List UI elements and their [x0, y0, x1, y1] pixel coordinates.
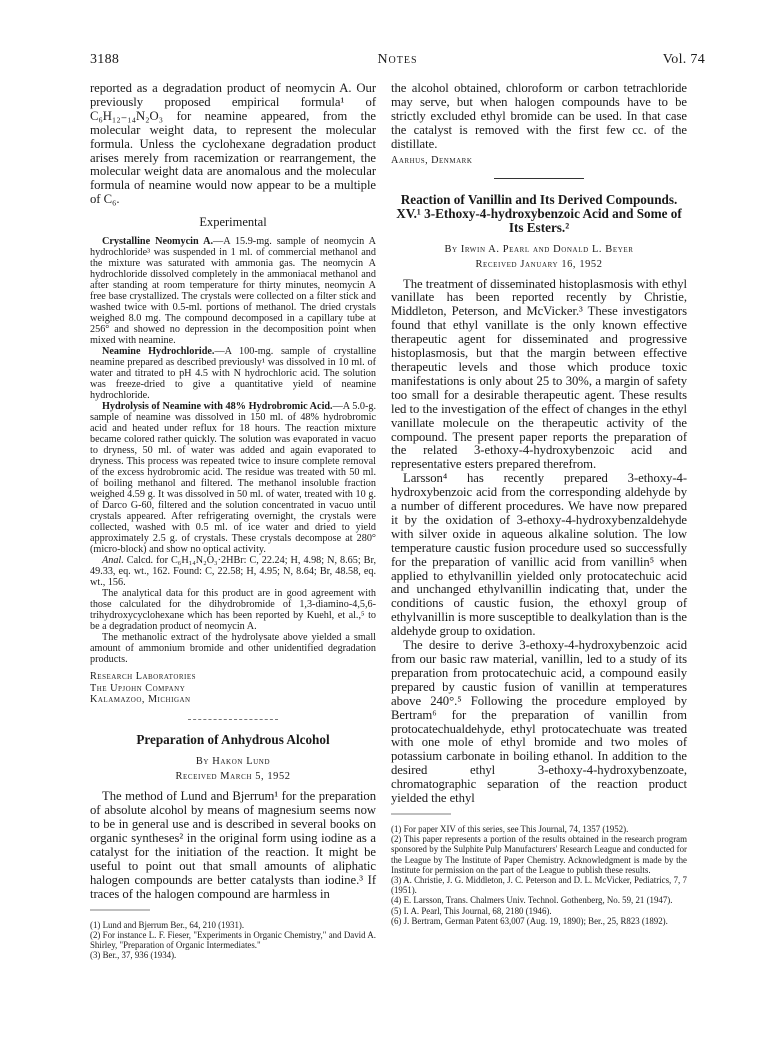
experimental-heading: Experimental — [199, 215, 267, 230]
page-header — [90, 52, 705, 70]
article-title: Preparation of Anhydrous Alcohol — [136, 732, 330, 748]
article-body: The method of Lund and Bjerrum¹ for the preparation of absolute alcohol by means of magnesium seems now to be in general use and is described in several books on organic syntheses² in the original form using iodine as a catalyst for the initiation of the reaction. It might be useful to point out that small amounts of aliphatic halogen compounds are better catalysts than iodine.³ If traces of the halogen compound are harmless in — [90, 789, 376, 901]
running-head: Notes — [377, 52, 418, 67]
footnote: (5) I. A. Pearl, This Journal, 68, 2180 (1946). — [391, 905, 552, 916]
run-in-heading: Crystalline Neomycin A. — [102, 236, 213, 248]
paragraph-text: —A 5.0-g. sample of neamine was dissolved in 150 ml. of 48% hydrobromic acid and heated under reflux for 18 hours. The reaction mixture became colored rather quickly. The solution was evaporated in vacuo to dryness, 50 ml. of water was added and again evaporated to dryness. This process was repeated twice to insure complete removal of the excess hydrobromic acid. The residue was treated with 50 ml. of boiling methanol and filtered. The methanol insoluble fraction weighed 4.59 g. It was dissolved in 50 ml. of water, treated with 10 g. of Darco G-60, filtered and the solution concentrated in vacuo until crystals appeared. After refrigerating overnight, the crystals were collected, washed with 0.5 ml. of ice water and dried to yield approximately 2.5 g. of crystals. These crystals decompose at 280° (micro-block) and show no optical activity. — [90, 401, 376, 556]
analysis-paragraph — [90, 555, 376, 588]
experimental-paragraph — [90, 401, 376, 555]
right-column — [391, 82, 687, 926]
article-byline: By Hakon Lund — [195, 756, 271, 768]
affiliation-line: Research Laboratories — [90, 671, 197, 683]
footnote: (6) J. Bertram, German Patent 63,007 (Aug. 19, 1890); Ber., 25, R823 (1892). — [391, 915, 668, 926]
footnote: (3) A. Christie, J. G. Middleton, J. C. Peterson and D. L. McVicker, Pediatrics, 7, 7 (1951). — [391, 875, 687, 896]
article-byline: By Irwin A. Pearl and Donald L. Beyer — [444, 243, 634, 255]
continued-paragraph: the alcohol obtained, chloroform or carbon tetrachloride may serve, but when halogen compounds have to be strictly excluded ethyl bromide can be used. In that case the catalyst is removed with the first few cc. of the distillate. — [391, 81, 687, 151]
anal-label: Anal. — [102, 555, 124, 567]
intro-paragraph: reported as a degradation product of neomycin A. Our previously proposed empirical formula¹ of C₆H₁₂₋₁₄N₂O₃ for neamine appeared, from the molecular weight data, to represent the molecular formula. Unless the cyclohexane degradation product arises merely from racemization or rearrangement, the molecular weight data are anomalous and the molecular formula of neamine would now appear to be a multiple of C₆. — [90, 81, 376, 207]
footnote: (4) E. Larsson, Trans. Chalmers Univ. Technol. Gothenberg, No. 59, 21 (1947). — [391, 895, 673, 906]
article-title: Reaction of Vanillin and Its Derived Compounds. XV.¹ 3-Ethoxy-4-hydroxybenzoic Acid and Some of Its Esters.² — [396, 191, 682, 236]
footnote: (1) For paper XIV of this series, see This Journal, 74, 1357 (1952). — [391, 823, 629, 834]
affiliation-line: Kalamazoo, Michigan — [90, 693, 191, 705]
paragraph-text: —A 100-mg. sample of crystalline neamine prepared as described previously¹ was dissolved in 10 ml. of water and titrated to pH 4.5 with N hydrochloric acid. The solution was freeze-dried to give a quantitative yield of neamine hydrochloride. — [90, 346, 376, 402]
affiliation-line: Aarhus, Denmark — [391, 154, 473, 166]
article-paragraph: The treatment of disseminated histoplasmosis with ethyl vanillate has been reported recently by Christie, Middleton, Peterson, and McVicker.³ These investigators found that ethyl vanillate is the only known effective therapeutic agent for disseminated and progressive histoplasmosis, but that the margin between effective therapeutic levels and those which produce toxic manifestations is only about 25 to 30%, a margin of safety too small for a desirable therapeutic agent. These results led to the investigation of the effect of changes in the ethyl vanillate molecule on the therapeutic activity of the compound. The present paper reports the preparation of the related 3-ethoxy-4-hydroxybenzoic acid and representative esters prepared therefrom. — [391, 276, 687, 472]
experimental-paragraph — [90, 346, 376, 401]
left-column — [90, 82, 376, 960]
experimental-paragraph — [90, 236, 376, 346]
experimental-paragraph: The methanolic extract of the hydrolysate above yielded a small amount of ammonium bromide and other unidentified degradation products. — [90, 632, 376, 666]
article-paragraph: The desire to derive 3-ethoxy-4-hydroxybenzoic acid from our basic raw material, vanillin, led to a study of its preparation from protocatechuic acid, a compound easily prepared by caustic fusion of vanillin at temperatures above 240°.⁵ Following the procedure employed by Bertram⁶ for the preparation of vanillin from protocatechualdehyde, ethyl protocatechuate was treated with one mole of ethyl bromide and two moles of potassium carbonate in boiling ethanol. In addition to the desired ethyl 3-ethoxy-4-hydroxybenzoate, chromatographic separation of the reaction product yielded the ethyl — [391, 638, 687, 806]
article-paragraph: Larsson⁴ has recently prepared 3-ethoxy-4-hydroxybenzoic acid from the corresponding aldehyde by a number of different procedures. We have now prepared it by the oxidation of 3-ethoxy-4-hydroxybenzaldehyde with silver oxide in aqueous alkaline solution. The low temperature caustic fusion procedure used so successfully for the preparation of vanillic acid from vanillin⁵ when applied to ethylvanillin yielded only protocatechuic acid and unchanged ethylvanillin indicating that, under the conditions of caustic fusion, the ethoxyl group of ethylvanillin is more susceptible to dealkylation than is the aldehyde group to oxidation. — [391, 471, 687, 639]
footnote: (2) This paper represents a portion of the results obtained in the research program sponsored by the Sulphite Pulp Manufacturers' Research League and conducted for the League by The Institute of Paper Chemistry. Acknowledgment is made by the Institute for permission on the part of the League to publish these results. — [391, 834, 687, 875]
experimental-paragraph: The analytical data for this product are in good agreement with those calculated for the dihydrobromide of 1,3-diamino-4,5,6-trihydroxycyclohexane which has been reported by Kuehl, et al.,⁵ to be a degradation product of neomycin A. — [90, 588, 376, 633]
footnote-rule — [90, 908, 376, 912]
volume-label: Vol. 74 — [662, 52, 705, 67]
affiliation-line: The Upjohn Company — [90, 682, 186, 694]
section-divider — [494, 178, 584, 179]
affiliation-block — [90, 671, 376, 705]
article-received: Received January 16, 1952 — [475, 258, 603, 270]
footnote: (3) Ber., 37, 936 (1934). — [90, 950, 177, 961]
run-in-heading: Hydrolysis of Neamine with 48% Hydrobromic Acid. — [102, 401, 333, 413]
section-divider — [188, 719, 278, 720]
footnote-rule — [391, 812, 687, 816]
footnote: (1) Lund and Bjerrum Ber., 64, 210 (1931). — [90, 919, 245, 930]
footnote: (2) For instance L. F. Fieser, "Experiments in Organic Chemistry," and David A. Shirley, "Preparation of Organic Intermediates." — [90, 929, 376, 951]
run-in-heading: Neamine Hydrochloride. — [102, 346, 215, 358]
paragraph-text: —A 15.9-mg. sample of neomycin A hydrochloride³ was suspended in 1 ml. of commercial methanol and the mixture was saturated with ammonia gas. The neomycin A hydrochloride dissolved completely in the ammoniacal methanol and after standing at room temperature for thirty minutes, neomycin A free base crystallized. The crystals were collected on a filter stick and washed twice with 0.5-ml. portions of methanol. The dried crystals weighed 8.0 mg. The compound decomposed in a capillary tube at 256° and showed no depression in the decomposition point when mixed with neamine. — [90, 236, 377, 347]
analysis-text: Calcd. for C₆H₁₄N₂O₃·2HBr: C, 22.24; H, 4.98; N, 8.65; Br, 49.33, eq. wt., 162. Found: C, 22.58; H, 4.95; N, 8.64; Br, 48.58, eq. wt., 156. — [90, 555, 376, 589]
page-number: 3188 — [90, 52, 120, 67]
article-received: Received March 5, 1952 — [175, 771, 291, 783]
